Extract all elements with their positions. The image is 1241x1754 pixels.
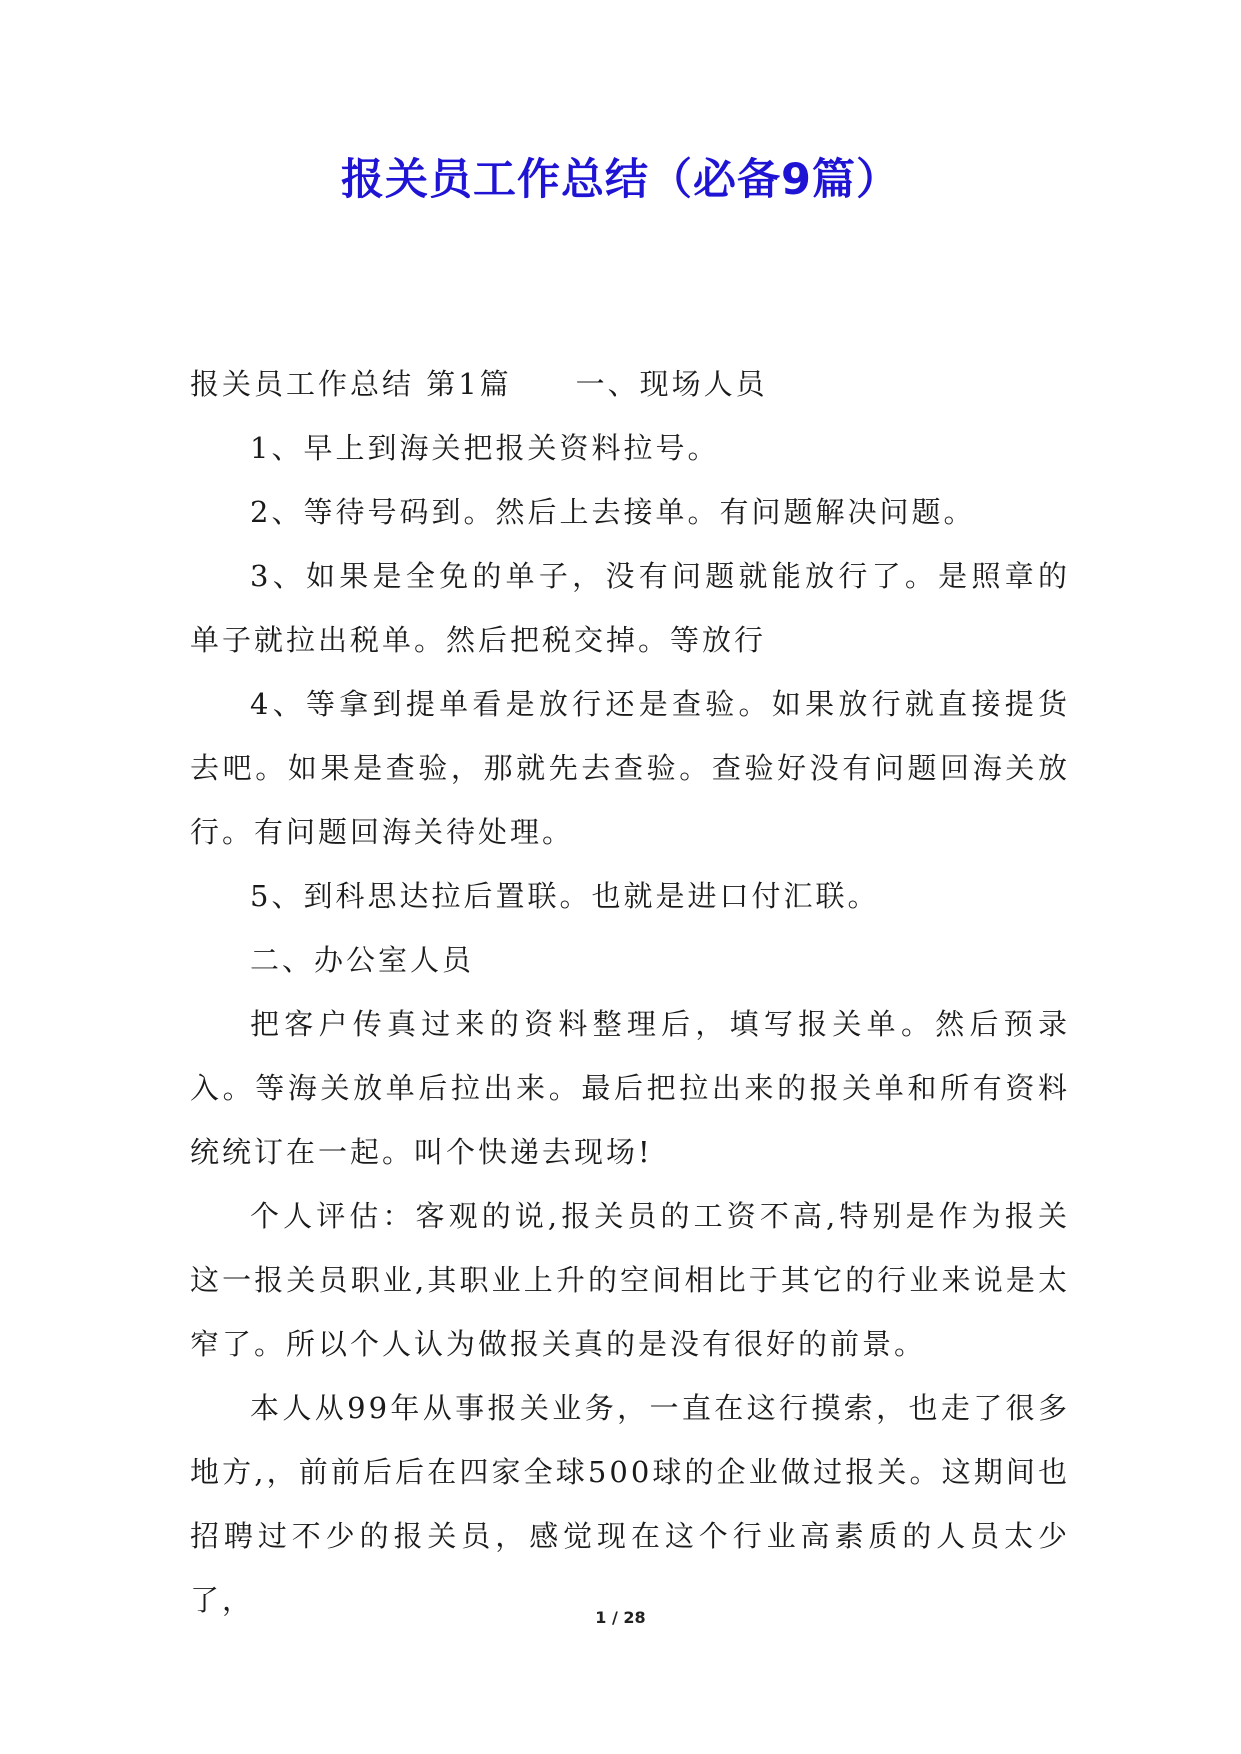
document-body <box>190 352 1070 1632</box>
section-heading-line <box>190 352 1070 416</box>
paragraph-experience: 本人从99年从事报关业务，一直在这行摸索，也走了很多地方,，前前后后在四家全球500球的企业做过报关。这期间也招聘过不少的报关员，感觉现在这个行业高素质的人员太少了， <box>190 1391 1070 1617</box>
document-title: 报关员工作总结（必备9篇） <box>341 155 900 205</box>
paragraph-4: 4、等拿到提单看是放行还是查验。如果放行就直接提货去吧。如果是查验，那就先去查验。查验好没有问题回海关放行。有问题回海关待处理。 <box>190 687 1070 849</box>
section-heading-label: 报关员工作总结 第1篇 <box>190 367 512 401</box>
page-number: 1 / 28 <box>595 1608 646 1627</box>
paragraph-office: 把客户传真过来的资料整理后，填写报关单。然后预录入。等海关放单后拉出来。最后把拉出来的报关单和所有资料统统订在一起。叫个快递去现场! <box>190 1007 1070 1169</box>
paragraph-5: 5、到科思达拉后置联。也就是进口付汇联。 <box>250 879 880 913</box>
paragraph-2: 2、等待号码到。然后上去接单。有问题解决问题。 <box>250 495 976 529</box>
paragraph-personal-assessment: 个人评估：客观的说,报关员的工资不高,特别是作为报关这一报关员职业,其职业上升的空间相比于其它的行业来说是太窄了。所以个人认为做报关真的是没有很好的前景。 <box>190 1199 1070 1361</box>
office-staff-heading: 二、办公室人员 <box>250 943 475 977</box>
paragraph-1: 1、早上到海关把报关资料拉号。 <box>250 431 720 465</box>
paragraph-3: 3、如果是全免的单子，没有问题就能放行了。是照章的单子就拉出税单。然后把税交掉。等放行 <box>190 559 1070 657</box>
section-subheading: 一、现场人员 <box>575 367 768 401</box>
